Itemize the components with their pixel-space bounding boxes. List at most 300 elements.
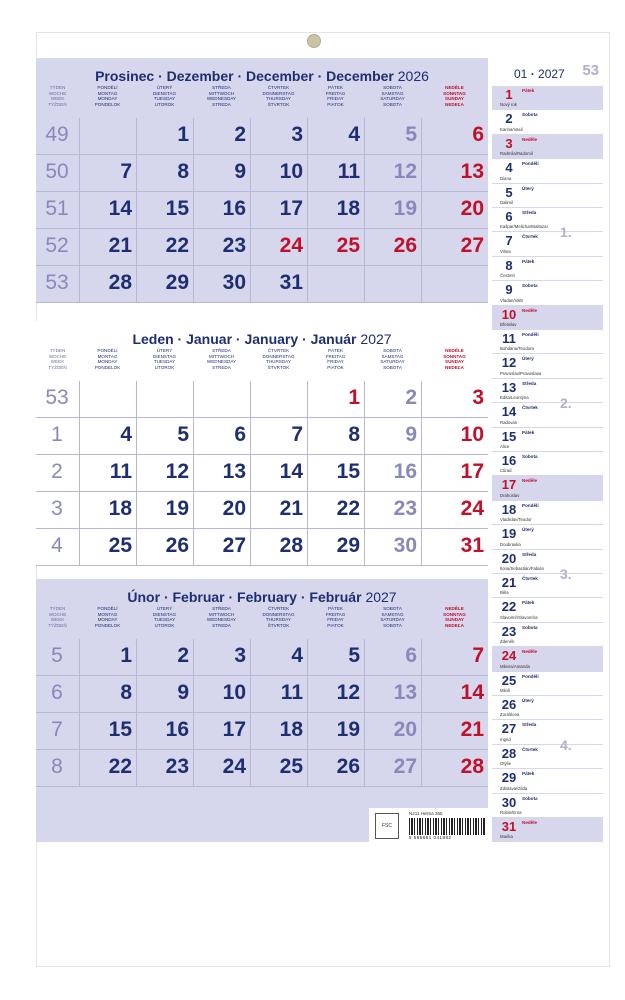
day-number: 22 bbox=[108, 755, 132, 778]
day-cell bbox=[136, 381, 193, 418]
sidebar-day-name: Úterý bbox=[522, 356, 534, 362]
day-cell[interactable] bbox=[307, 676, 364, 713]
day-cell[interactable] bbox=[193, 155, 250, 192]
sidebar-nameday: Zdeněk bbox=[500, 639, 515, 645]
week-number-cell bbox=[36, 713, 79, 750]
month-block bbox=[36, 58, 488, 303]
day-cell[interactable] bbox=[364, 155, 421, 192]
sidebar-day-number: 16 bbox=[501, 453, 517, 468]
day-number: 22 bbox=[336, 497, 360, 520]
sidebar-day-name: Čtvrtek bbox=[522, 405, 538, 411]
sidebar-day-row[interactable] bbox=[492, 672, 603, 696]
week-number-cell bbox=[36, 676, 79, 713]
day-number: 19 bbox=[393, 197, 417, 220]
day-cell[interactable] bbox=[136, 266, 193, 303]
sidebar-day-row[interactable] bbox=[492, 232, 603, 256]
day-number: 2 bbox=[177, 644, 189, 667]
sidebar-day-row[interactable] bbox=[492, 86, 603, 110]
sidebar-nameday: Diana bbox=[500, 175, 512, 181]
day-cell[interactable] bbox=[421, 455, 488, 492]
day-cell[interactable] bbox=[250, 192, 307, 229]
week-number-cell bbox=[36, 192, 79, 229]
day-cell[interactable] bbox=[250, 639, 307, 676]
sidebar-day-name: Sobota bbox=[522, 795, 538, 801]
day-number: 27 bbox=[222, 534, 246, 557]
week-number: 6 bbox=[51, 681, 63, 704]
sidebar-day-row[interactable] bbox=[492, 818, 603, 842]
sidebar-day-name: Středa bbox=[522, 722, 537, 728]
weekday-header: ČTVRTEK DONNERSTAG THURSDAY ŠTVRTOK bbox=[262, 85, 295, 107]
sidebar-day-row[interactable] bbox=[492, 476, 603, 500]
day-number: 5 bbox=[348, 644, 360, 667]
day-cell[interactable] bbox=[193, 229, 250, 266]
day-cell[interactable] bbox=[193, 266, 250, 303]
sidebar-day-row[interactable] bbox=[492, 379, 603, 403]
sidebar-day-name: Pátek bbox=[522, 771, 535, 777]
day-number: 31 bbox=[460, 534, 484, 557]
day-cell[interactable] bbox=[193, 676, 250, 713]
day-number: 30 bbox=[222, 271, 246, 294]
sidebar-day-number: 11 bbox=[502, 331, 516, 346]
day-cell[interactable] bbox=[136, 492, 193, 529]
sidebar-day-number: 10 bbox=[501, 306, 517, 322]
day-cell[interactable] bbox=[193, 639, 250, 676]
sidebar-nameday: Nový rok bbox=[500, 102, 517, 108]
sidebar-day-row[interactable] bbox=[492, 647, 603, 671]
sidebar-day-name: Čtvrtek bbox=[522, 576, 538, 581]
day-cell[interactable] bbox=[250, 418, 307, 455]
day-cell[interactable] bbox=[364, 492, 421, 529]
sidebar-day-name: Pondělí bbox=[522, 161, 539, 167]
sidebar-day-name: Čtvrtek bbox=[522, 234, 538, 240]
sidebar-day-row[interactable] bbox=[492, 135, 603, 159]
month-title: Únor · Februar · February · Február 2027 bbox=[127, 589, 397, 605]
sidebar-nameday: Pravoslav/Pravoslava bbox=[500, 370, 542, 376]
sidebar-day-number: 20 bbox=[501, 550, 517, 566]
sidebar-day-name: Neděle bbox=[522, 649, 538, 655]
day-cell[interactable] bbox=[136, 639, 193, 676]
day-cell[interactable] bbox=[250, 455, 307, 492]
sidebar-day-name: Pátek bbox=[522, 600, 535, 606]
weekday-header: NEDĚLE SONNTAG SUNDAY NEDEĽA bbox=[443, 606, 466, 628]
week-number-cell bbox=[36, 492, 79, 529]
day-cell[interactable] bbox=[193, 192, 250, 229]
week-number: 4 bbox=[51, 534, 63, 557]
weekday-header: PONDĚLÍ MONTAG MONDAY PONDELOK bbox=[94, 85, 121, 107]
day-number: 12 bbox=[336, 681, 360, 704]
sidebar-day-name: Sobota bbox=[522, 283, 538, 289]
sidebar-nameday: Vilma bbox=[500, 248, 511, 254]
fsc-logo: FSC bbox=[375, 813, 399, 839]
day-cell[interactable] bbox=[364, 713, 421, 750]
week-number-cell bbox=[36, 118, 79, 155]
day-number: 17 bbox=[460, 460, 484, 483]
day-number: 2 bbox=[405, 386, 417, 409]
sidebar-nameday: Ilona/Sebastián/Fabián bbox=[500, 565, 544, 571]
day-cell[interactable] bbox=[364, 676, 421, 713]
day-cell[interactable] bbox=[250, 713, 307, 750]
week-number-cell bbox=[36, 529, 79, 566]
weekday-header: PÁTEK FREITAG FRIDAY PIATOK bbox=[325, 606, 346, 628]
day-cell[interactable] bbox=[250, 529, 307, 566]
month-title: Prosinec · Dezember · December · December 2026 bbox=[95, 68, 429, 84]
sidebar-week-badge: 53 bbox=[582, 62, 599, 79]
sidebar-day-number: 29 bbox=[501, 770, 517, 786]
day-number: 31 bbox=[279, 271, 303, 294]
day-cell[interactable] bbox=[79, 750, 136, 787]
sidebar-day-name: Neděle bbox=[522, 478, 538, 484]
day-cell[interactable] bbox=[307, 229, 364, 266]
sidebar-day-name: Úterý bbox=[522, 698, 534, 703]
day-cell[interactable] bbox=[250, 266, 307, 303]
sidebar-day-name: Pátek bbox=[522, 429, 535, 435]
day-number: 5 bbox=[177, 423, 189, 446]
day-number: 25 bbox=[279, 755, 303, 778]
day-cell[interactable] bbox=[307, 192, 364, 229]
day-cell[interactable] bbox=[421, 381, 488, 418]
sidebar-nameday: Edita/Leontýna bbox=[500, 395, 529, 401]
day-cell bbox=[193, 381, 250, 418]
week-number: 51 bbox=[45, 197, 69, 220]
day-cell bbox=[79, 381, 136, 418]
sidebar-nameday: Doubravka bbox=[500, 541, 521, 547]
day-number: 10 bbox=[460, 423, 484, 446]
day-cell[interactable] bbox=[79, 455, 136, 492]
sidebar-day-name: Čtvrtek bbox=[522, 746, 538, 752]
sidebar-nameday: Drahoslav bbox=[500, 492, 520, 498]
day-number: 3 bbox=[291, 123, 303, 146]
day-number: 7 bbox=[120, 160, 132, 183]
sidebar-day-number: 15 bbox=[501, 428, 517, 444]
day-number: 27 bbox=[460, 234, 484, 257]
sidebar-day-row[interactable] bbox=[492, 403, 603, 427]
sidebar-day-row[interactable] bbox=[492, 184, 603, 208]
day-number: 16 bbox=[393, 460, 417, 483]
day-cell[interactable] bbox=[364, 192, 421, 229]
day-cell[interactable] bbox=[193, 492, 250, 529]
day-number: 5 bbox=[405, 123, 417, 146]
day-cell[interactable] bbox=[193, 713, 250, 750]
day-number: 26 bbox=[165, 534, 189, 557]
weekday-header: PONDĚLÍ MONTAG MONDAY PONDELOK bbox=[94, 606, 121, 628]
day-cell[interactable] bbox=[307, 155, 364, 192]
day-cell bbox=[250, 381, 307, 418]
day-number: 19 bbox=[165, 497, 189, 520]
sidebar-day-row[interactable] bbox=[492, 574, 603, 598]
weekday-header: STŘEDA MITTWOCH WEDNESDAY STREDA bbox=[206, 85, 237, 107]
week-number-cell bbox=[36, 639, 79, 676]
sidebar-day-row[interactable] bbox=[492, 330, 603, 354]
day-number: 23 bbox=[165, 755, 189, 778]
day-cell[interactable] bbox=[79, 529, 136, 566]
day-cell[interactable] bbox=[136, 713, 193, 750]
sidebar-day-row[interactable] bbox=[492, 257, 603, 281]
day-cell[interactable] bbox=[136, 155, 193, 192]
sidebar-nameday: Marika bbox=[500, 834, 513, 840]
weekday-header: PÁTEK FREITAG FRIDAY PIATOK bbox=[325, 85, 346, 107]
day-cell[interactable] bbox=[79, 713, 136, 750]
day-cell[interactable] bbox=[364, 381, 421, 418]
sidebar-day-number: 3 bbox=[505, 135, 513, 151]
day-number: 21 bbox=[460, 718, 484, 741]
day-number: 24 bbox=[222, 755, 246, 778]
day-number: 3 bbox=[472, 386, 484, 409]
day-cell[interactable] bbox=[307, 713, 364, 750]
week-column-header: TÝDEN WOCHE WEEK TÝŽDEŇ bbox=[48, 348, 67, 370]
day-number: 21 bbox=[279, 497, 303, 520]
sidebar-day-row[interactable] bbox=[492, 794, 603, 818]
day-cell[interactable] bbox=[421, 676, 488, 713]
day-cell[interactable] bbox=[136, 750, 193, 787]
day-cell[interactable] bbox=[307, 381, 364, 418]
sidebar-day-row[interactable] bbox=[492, 720, 603, 744]
sidebar-day-row[interactable] bbox=[492, 501, 603, 525]
day-number: 8 bbox=[348, 423, 360, 446]
day-cell[interactable] bbox=[307, 418, 364, 455]
day-cell[interactable] bbox=[136, 192, 193, 229]
day-cell[interactable] bbox=[79, 266, 136, 303]
day-cell[interactable] bbox=[421, 750, 488, 787]
week-number: 50 bbox=[45, 160, 69, 183]
week-column-header: TÝDEN WOCHE WEEK TÝŽDEŇ bbox=[48, 606, 67, 628]
day-cell[interactable] bbox=[421, 418, 488, 455]
weekday-header: PÁTEK FREITAG FRIDAY PIATOK bbox=[325, 348, 346, 370]
sidebar-day-row[interactable] bbox=[492, 208, 603, 232]
sidebar-month: 01 · 2027 bbox=[514, 67, 565, 81]
sidebar-nameday: Bohdana/Teodora bbox=[500, 346, 534, 352]
sidebar-nameday: Ctirad bbox=[500, 468, 512, 474]
sidebar-nameday: Dalimil bbox=[500, 199, 513, 205]
day-cell[interactable] bbox=[136, 455, 193, 492]
weekday-header: PONDĚLÍ MONTAG MONDAY PONDELOK bbox=[94, 348, 121, 370]
day-number: 23 bbox=[222, 234, 246, 257]
sidebar-day-row[interactable] bbox=[492, 159, 603, 183]
day-cell bbox=[307, 266, 364, 303]
sidebar-nameday: Radovan bbox=[500, 419, 518, 425]
weekday-header: SOBOTA SAMSTAG SATURDAY SOBOTA bbox=[380, 606, 405, 628]
sidebar-nameday: Karina/Vasil bbox=[500, 126, 523, 132]
weekday-header: ÚTERÝ DIENSTAG TUESDAY UTOROK bbox=[152, 348, 177, 370]
day-number: 7 bbox=[472, 644, 484, 667]
sidebar-day-row[interactable] bbox=[492, 696, 603, 720]
sidebar-day-row[interactable] bbox=[492, 550, 603, 574]
week-number: 52 bbox=[45, 234, 69, 257]
week-number-cell bbox=[36, 266, 79, 303]
day-number: 14 bbox=[460, 681, 484, 704]
sidebar-day-number: 13 bbox=[501, 379, 517, 395]
sidebar-day-number: 8 bbox=[505, 257, 513, 273]
sidebar-day-number: 7 bbox=[505, 233, 513, 249]
sidebar-nameday: Vladan/Valtr bbox=[500, 297, 524, 303]
week-column-header: TÝDEN WOCHE WEEK TÝŽDEŇ bbox=[48, 85, 67, 107]
day-number: 6 bbox=[234, 423, 246, 446]
sidebar-day-name: Sobota bbox=[522, 454, 538, 459]
day-number: 29 bbox=[336, 534, 360, 557]
weekday-header: STŘEDA MITTWOCH WEDNESDAY STREDA bbox=[206, 348, 237, 370]
day-cell[interactable] bbox=[307, 750, 364, 787]
weekday-header: SOBOTA SAMSTAG SATURDAY SOBOTA bbox=[380, 348, 405, 370]
sidebar-day-row[interactable] bbox=[492, 452, 603, 476]
day-cell[interactable] bbox=[250, 229, 307, 266]
day-cell[interactable] bbox=[136, 676, 193, 713]
sidebar-day-number: 9 bbox=[505, 282, 513, 298]
day-cell[interactable] bbox=[421, 155, 488, 192]
weekday-header: ČTVRTEK DONNERSTAG THURSDAY ŠTVRTOK bbox=[262, 348, 295, 370]
day-cell[interactable] bbox=[79, 155, 136, 192]
sidebar-day-number: 25 bbox=[501, 672, 517, 688]
day-number: 15 bbox=[336, 460, 360, 483]
sidebar-day-row[interactable] bbox=[492, 428, 603, 452]
day-cell[interactable] bbox=[421, 229, 488, 266]
day-cell[interactable] bbox=[79, 229, 136, 266]
product-info-box bbox=[369, 808, 488, 842]
week-number-cell bbox=[36, 229, 79, 266]
day-number: 13 bbox=[393, 681, 417, 704]
day-cell[interactable] bbox=[421, 529, 488, 566]
day-cell[interactable] bbox=[421, 118, 488, 155]
day-cell[interactable] bbox=[421, 492, 488, 529]
sidebar-day-number: 27 bbox=[501, 721, 517, 737]
day-cell[interactable] bbox=[79, 639, 136, 676]
sidebar-day-row[interactable] bbox=[492, 354, 603, 378]
day-cell[interactable] bbox=[421, 192, 488, 229]
day-cell[interactable] bbox=[364, 639, 421, 676]
day-number: 11 bbox=[337, 160, 360, 183]
sidebar-day-row[interactable] bbox=[492, 598, 603, 622]
day-number: 26 bbox=[336, 755, 360, 778]
day-cell[interactable] bbox=[136, 118, 193, 155]
day-cell[interactable] bbox=[193, 529, 250, 566]
day-cell[interactable] bbox=[136, 529, 193, 566]
sidebar-day-name: Pondělí bbox=[522, 673, 539, 679]
sidebar-nameday: Vladislav/Teodor bbox=[500, 517, 532, 523]
sidebar-day-row[interactable] bbox=[492, 623, 603, 647]
day-number: 9 bbox=[177, 681, 189, 704]
day-cell[interactable] bbox=[136, 229, 193, 266]
day-cell[interactable] bbox=[250, 155, 307, 192]
product-code: N211 Helma 365 bbox=[409, 811, 443, 816]
day-cell[interactable] bbox=[364, 118, 421, 155]
day-number: 6 bbox=[405, 644, 417, 667]
sidebar-nameday: Zdislava/Gilda bbox=[500, 785, 528, 791]
day-cell[interactable] bbox=[136, 418, 193, 455]
sidebar-nameday: Miloš bbox=[500, 687, 511, 693]
day-cell[interactable] bbox=[421, 713, 488, 750]
sidebar-day-number: 22 bbox=[501, 599, 517, 615]
day-cell[interactable] bbox=[79, 192, 136, 229]
day-number: 11 bbox=[280, 681, 303, 704]
day-cell[interactable] bbox=[250, 492, 307, 529]
day-number: 19 bbox=[336, 718, 360, 741]
day-cell[interactable] bbox=[364, 418, 421, 455]
day-number: 28 bbox=[279, 534, 303, 557]
week-number: 3 bbox=[51, 497, 63, 520]
day-cell[interactable] bbox=[307, 639, 364, 676]
sidebar-day-number: 19 bbox=[501, 526, 517, 542]
sidebar-day-number: 5 bbox=[505, 184, 513, 200]
month-title: Leden · Januar · January · Január 2027 bbox=[132, 331, 392, 347]
day-cell[interactable] bbox=[79, 676, 136, 713]
day-cell[interactable] bbox=[79, 492, 136, 529]
day-number: 28 bbox=[460, 755, 484, 778]
sidebar-day-row[interactable] bbox=[492, 525, 603, 549]
sidebar-day-row[interactable] bbox=[492, 281, 603, 305]
sidebar-day-row[interactable] bbox=[492, 769, 603, 793]
day-number: 12 bbox=[393, 160, 417, 183]
weekday-header: ČTVRTEK DONNERSTAG THURSDAY ŠTVRTOK bbox=[262, 606, 295, 628]
day-cell[interactable] bbox=[193, 118, 250, 155]
day-cell[interactable] bbox=[421, 639, 488, 676]
day-cell[interactable] bbox=[364, 529, 421, 566]
sidebar-nameday: Kašpar/Melichar/Baltazar bbox=[500, 224, 549, 230]
week-number-cell bbox=[36, 750, 79, 787]
sidebar-nameday: Běla bbox=[500, 590, 509, 596]
sidebar-day-name: Neděle bbox=[522, 820, 538, 825]
sidebar-day-number: 21 bbox=[501, 575, 517, 590]
day-number: 3 bbox=[234, 644, 246, 667]
day-number: 9 bbox=[405, 423, 417, 446]
sidebar-nameday: Radmila/Radomil bbox=[500, 151, 533, 157]
sidebar-day-name: Úterý bbox=[522, 185, 534, 191]
sidebar-day-name: Středa bbox=[522, 551, 537, 557]
day-cell[interactable] bbox=[307, 118, 364, 155]
sidebar-day-row[interactable] bbox=[492, 110, 603, 134]
day-number: 21 bbox=[108, 234, 132, 257]
day-cell[interactable] bbox=[307, 492, 364, 529]
day-number: 30 bbox=[393, 534, 417, 557]
day-number: 17 bbox=[222, 718, 246, 741]
day-cell bbox=[79, 118, 136, 155]
day-number: 24 bbox=[460, 497, 484, 520]
sidebar-nameday: Alice bbox=[500, 443, 510, 449]
sidebar-nameday: Slavomír/Slavomíra bbox=[500, 614, 538, 620]
day-number: 10 bbox=[279, 160, 303, 183]
day-list-sidebar bbox=[492, 58, 603, 842]
sidebar-week-label: 3. bbox=[560, 566, 572, 582]
sidebar-day-row[interactable] bbox=[492, 745, 603, 769]
day-number: 4 bbox=[348, 123, 360, 146]
day-cell[interactable] bbox=[250, 676, 307, 713]
day-cell[interactable] bbox=[364, 229, 421, 266]
day-number: 16 bbox=[165, 718, 189, 741]
sidebar-day-name: Pátek bbox=[522, 88, 535, 93]
sidebar-day-number: 28 bbox=[501, 745, 517, 761]
day-cell[interactable] bbox=[250, 750, 307, 787]
sidebar-day-row[interactable] bbox=[492, 306, 603, 330]
sidebar-day-number: 12 bbox=[501, 355, 517, 371]
sidebar-day-number: 14 bbox=[501, 404, 517, 420]
day-cell[interactable] bbox=[193, 418, 250, 455]
sidebar-day-number: 17 bbox=[501, 477, 517, 493]
day-number: 14 bbox=[108, 197, 132, 220]
day-number: 14 bbox=[279, 460, 303, 483]
sidebar-day-number: 31 bbox=[501, 819, 517, 834]
day-cell[interactable] bbox=[307, 529, 364, 566]
sidebar-day-number: 30 bbox=[501, 794, 517, 810]
day-cell[interactable] bbox=[307, 455, 364, 492]
sidebar-day-number: 24 bbox=[501, 648, 517, 664]
day-cell[interactable] bbox=[193, 455, 250, 492]
week-number-cell bbox=[36, 381, 79, 418]
day-number: 25 bbox=[108, 534, 132, 557]
weekday-header: ÚTERÝ DIENSTAG TUESDAY UTOROK bbox=[152, 85, 177, 107]
day-cell[interactable] bbox=[364, 455, 421, 492]
day-cell[interactable] bbox=[364, 750, 421, 787]
sidebar-nameday: Čestmír bbox=[500, 273, 516, 279]
day-cell[interactable] bbox=[193, 750, 250, 787]
day-cell[interactable] bbox=[250, 118, 307, 155]
day-cell[interactable] bbox=[79, 418, 136, 455]
